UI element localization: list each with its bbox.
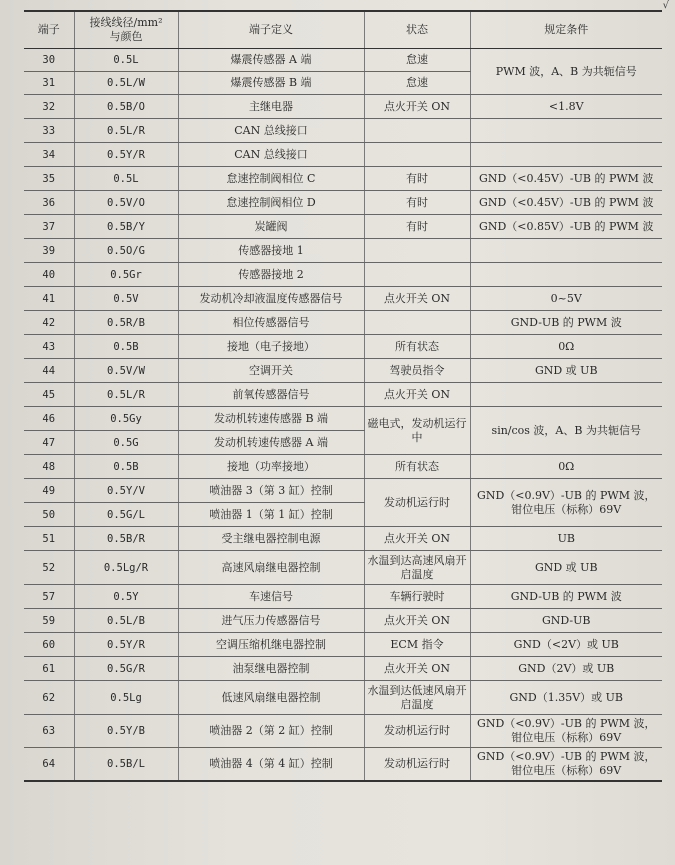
cell-condition <box>470 119 662 143</box>
cell-definition: 油泵继电器控制 <box>178 657 364 681</box>
cell-state: 所有状态 <box>364 455 470 479</box>
cell-wire: 0.5R/B <box>74 311 178 335</box>
table-row <box>24 95 662 119</box>
cell-definition: 受主继电器控制电源 <box>178 527 364 551</box>
table-row <box>24 609 662 633</box>
table-row <box>24 551 662 585</box>
table-row <box>24 633 662 657</box>
pin-definition-table <box>24 10 662 782</box>
table-row <box>24 239 662 263</box>
table-body <box>24 49 662 781</box>
table-row <box>24 263 662 287</box>
cell-wire: 0.5Lg/R <box>74 551 178 585</box>
cell-state: 有时 <box>364 215 470 239</box>
cell-condition: UB <box>470 527 662 551</box>
cell-pin: 62 <box>24 681 74 715</box>
table-row <box>24 287 662 311</box>
cell-pin: 35 <box>24 167 74 191</box>
cell-condition: GND（<0.85V）-UB 的 PWM 波 <box>470 215 662 239</box>
cell-condition: <1.8V <box>470 95 662 119</box>
table-row <box>24 335 662 359</box>
cell-state: 有时 <box>364 191 470 215</box>
cell-wire: 0.5L/R <box>74 119 178 143</box>
cell-state: 怠速 <box>364 72 470 95</box>
table-row <box>24 119 662 143</box>
cell-definition: 发动机转速传感器 B 端 <box>178 407 364 431</box>
cell-pin: 59 <box>24 609 74 633</box>
cell-wire: 0.5B/Y <box>74 215 178 239</box>
cell-pin: 43 <box>24 335 74 359</box>
cell-wire: 0.5V <box>74 287 178 311</box>
cell-definition: 车速信号 <box>178 585 364 609</box>
cell-condition: 0Ω <box>470 455 662 479</box>
cell-definition: 喷油器 3（第 3 缸）控制 <box>178 479 364 503</box>
table-row <box>24 715 662 748</box>
cell-state: 发动机运行时 <box>364 715 470 748</box>
cell-condition <box>470 239 662 263</box>
cell-state: 驾驶员指令 <box>364 359 470 383</box>
cell-pin: 40 <box>24 263 74 287</box>
cell-wire: 0.5B <box>74 335 178 359</box>
cell-state: 点火开关 ON <box>364 383 470 407</box>
table-row <box>24 49 662 72</box>
cell-definition: 进气压力传感器信号 <box>178 609 364 633</box>
cell-wire: 0.5B/O <box>74 95 178 119</box>
cell-pin: 49 <box>24 479 74 503</box>
cell-definition: 爆震传感器 B 端 <box>178 72 364 95</box>
table-row <box>24 167 662 191</box>
cell-pin: 44 <box>24 359 74 383</box>
cell-condition: GND 或 UB <box>470 359 662 383</box>
cell-wire: 0.5Lg <box>74 681 178 715</box>
cell-pin: 31 <box>24 72 74 95</box>
cell-condition: PWM 波，A、B 为共轭信号 <box>470 49 662 95</box>
cell-condition: sin/cos 波，A、B 为共轭信号 <box>470 407 662 455</box>
cell-condition: 0Ω <box>470 335 662 359</box>
cell-pin: 57 <box>24 585 74 609</box>
cell-definition: 发动机转速传感器 A 端 <box>178 431 364 455</box>
table-row <box>24 143 662 167</box>
cell-pin: 36 <box>24 191 74 215</box>
cell-condition: GND-UB 的 PWM 波 <box>470 311 662 335</box>
cell-state <box>364 143 470 167</box>
cell-condition: GND（<0.45V）-UB 的 PWM 波 <box>470 167 662 191</box>
cell-wire: 0.5Gy <box>74 407 178 431</box>
cell-definition: 接地（功率接地） <box>178 455 364 479</box>
cell-condition: GND（<2V）或 UB <box>470 633 662 657</box>
table-row <box>24 527 662 551</box>
cell-condition: 0~5V <box>470 287 662 311</box>
cell-pin: 52 <box>24 551 74 585</box>
cell-wire: 0.5G <box>74 431 178 455</box>
table-row <box>24 311 662 335</box>
cell-condition: GND 或 UB <box>470 551 662 585</box>
cell-wire: 0.5L/W <box>74 72 178 95</box>
cell-pin: 39 <box>24 239 74 263</box>
cell-condition: GND-UB <box>470 609 662 633</box>
header-wire-line1: 接线线径/mm² <box>89 16 163 29</box>
cell-state: 水温到达高速风扇开启温度 <box>364 551 470 585</box>
cell-state: 水温到达低速风扇开启温度 <box>364 681 470 715</box>
cell-state: 发动机运行时 <box>364 479 470 527</box>
cell-pin: 41 <box>24 287 74 311</box>
cell-definition: 主继电器 <box>178 95 364 119</box>
cell-state: 点火开关 ON <box>364 527 470 551</box>
cell-wire: 0.5Y/R <box>74 633 178 657</box>
cell-definition: 喷油器 4（第 4 缸）控制 <box>178 748 364 781</box>
cell-state: 车辆行驶时 <box>364 585 470 609</box>
cell-wire: 0.5O/G <box>74 239 178 263</box>
cell-definition: 空调开关 <box>178 359 364 383</box>
cell-pin: 33 <box>24 119 74 143</box>
table-row <box>24 359 662 383</box>
cell-definition: CAN 总线接口 <box>178 119 364 143</box>
cell-definition: 爆震传感器 A 端 <box>178 49 364 72</box>
table-header-row <box>24 11 662 49</box>
cell-state: 点火开关 ON <box>364 95 470 119</box>
cell-pin: 51 <box>24 527 74 551</box>
cell-condition: GND（<0.9V）-UB 的 PWM 波，钳位电压（标称）69V <box>470 748 662 781</box>
cell-wire: 0.5G/L <box>74 503 178 527</box>
cell-definition: 怠速控制阀相位 D <box>178 191 364 215</box>
cell-wire: 0.5B <box>74 455 178 479</box>
cell-condition <box>470 143 662 167</box>
table-row <box>24 215 662 239</box>
cell-definition: 喷油器 2（第 2 缸）控制 <box>178 715 364 748</box>
header-condition: 规定条件 <box>470 11 662 49</box>
cell-condition: GND（1.35V）或 UB <box>470 681 662 715</box>
cell-wire: 0.5V/O <box>74 191 178 215</box>
cell-definition: 高速风扇继电器控制 <box>178 551 364 585</box>
table-row <box>24 455 662 479</box>
header-wire-line2: 与颜色 <box>109 30 143 43</box>
cell-pin: 50 <box>24 503 74 527</box>
cell-definition: 相位传感器信号 <box>178 311 364 335</box>
cell-state: 所有状态 <box>364 335 470 359</box>
cell-wire: 0.5Y/B <box>74 715 178 748</box>
cell-condition: GND（2V）或 UB <box>470 657 662 681</box>
cell-state: 发动机运行时 <box>364 748 470 781</box>
cell-wire: 0.5B/R <box>74 527 178 551</box>
cell-wire: 0.5G/R <box>74 657 178 681</box>
cell-state: 怠速 <box>364 49 470 72</box>
cell-definition: 炭罐阀 <box>178 215 364 239</box>
cell-state: ECM 指令 <box>364 633 470 657</box>
cell-pin: 34 <box>24 143 74 167</box>
cell-state <box>364 119 470 143</box>
cell-condition: GND（<0.9V）-UB 的 PWM 波，钳位电压（标称）69V <box>470 715 662 748</box>
cell-definition: 传感器接地 2 <box>178 263 364 287</box>
cell-state <box>364 311 470 335</box>
cell-wire: 0.5V/W <box>74 359 178 383</box>
cell-pin: 42 <box>24 311 74 335</box>
cell-condition: GND-UB 的 PWM 波 <box>470 585 662 609</box>
cell-definition: CAN 总线接口 <box>178 143 364 167</box>
cell-definition: 发动机冷却液温度传感器信号 <box>178 287 364 311</box>
table-row <box>24 657 662 681</box>
cell-definition: 怠速控制阀相位 C <box>178 167 364 191</box>
cell-definition: 前氧传感器信号 <box>178 383 364 407</box>
header-wire <box>74 11 178 49</box>
cell-pin: 64 <box>24 748 74 781</box>
cell-pin: 60 <box>24 633 74 657</box>
cell-definition: 低速风扇继电器控制 <box>178 681 364 715</box>
cell-wire: 0.5Y/R <box>74 143 178 167</box>
cell-wire: 0.5L/R <box>74 383 178 407</box>
cell-pin: 47 <box>24 431 74 455</box>
cell-definition: 空调压缩机继电器控制 <box>178 633 364 657</box>
cell-pin: 48 <box>24 455 74 479</box>
cell-condition: GND（<0.9V）-UB 的 PWM 波，钳位电压（标称）69V <box>470 479 662 527</box>
cell-condition <box>470 263 662 287</box>
header-definition: 端子定义 <box>178 11 364 49</box>
table-row <box>24 191 662 215</box>
cell-pin: 37 <box>24 215 74 239</box>
cell-state: 点火开关 ON <box>364 287 470 311</box>
cell-pin: 63 <box>24 715 74 748</box>
cell-condition: GND（<0.45V）-UB 的 PWM 波 <box>470 191 662 215</box>
cell-condition <box>470 383 662 407</box>
cell-pin: 30 <box>24 49 74 72</box>
cell-wire: 0.5Y <box>74 585 178 609</box>
cell-pin: 46 <box>24 407 74 431</box>
table-row <box>24 383 662 407</box>
table-row <box>24 585 662 609</box>
page-corner-mark: √ <box>662 0 669 11</box>
cell-wire: 0.5L/B <box>74 609 178 633</box>
table-row <box>24 479 662 503</box>
cell-pin: 61 <box>24 657 74 681</box>
cell-wire: 0.5B/L <box>74 748 178 781</box>
cell-definition: 接地（电子接地） <box>178 335 364 359</box>
cell-wire: 0.5Y/V <box>74 479 178 503</box>
cell-state: 磁电式，发动机运行中 <box>364 407 470 455</box>
table-row <box>24 681 662 715</box>
cell-state: 有时 <box>364 167 470 191</box>
cell-state <box>364 263 470 287</box>
table-row <box>24 407 662 431</box>
cell-state: 点火开关 ON <box>364 609 470 633</box>
cell-state <box>364 239 470 263</box>
cell-state: 点火开关 ON <box>364 657 470 681</box>
header-pin: 端子 <box>24 11 74 49</box>
cell-wire: 0.5Gr <box>74 263 178 287</box>
header-state: 状态 <box>364 11 470 49</box>
cell-definition: 传感器接地 1 <box>178 239 364 263</box>
cell-wire: 0.5L <box>74 49 178 72</box>
cell-pin: 32 <box>24 95 74 119</box>
cell-definition: 喷油器 1（第 1 缸）控制 <box>178 503 364 527</box>
cell-pin: 45 <box>24 383 74 407</box>
table-row <box>24 748 662 781</box>
cell-wire: 0.5L <box>74 167 178 191</box>
